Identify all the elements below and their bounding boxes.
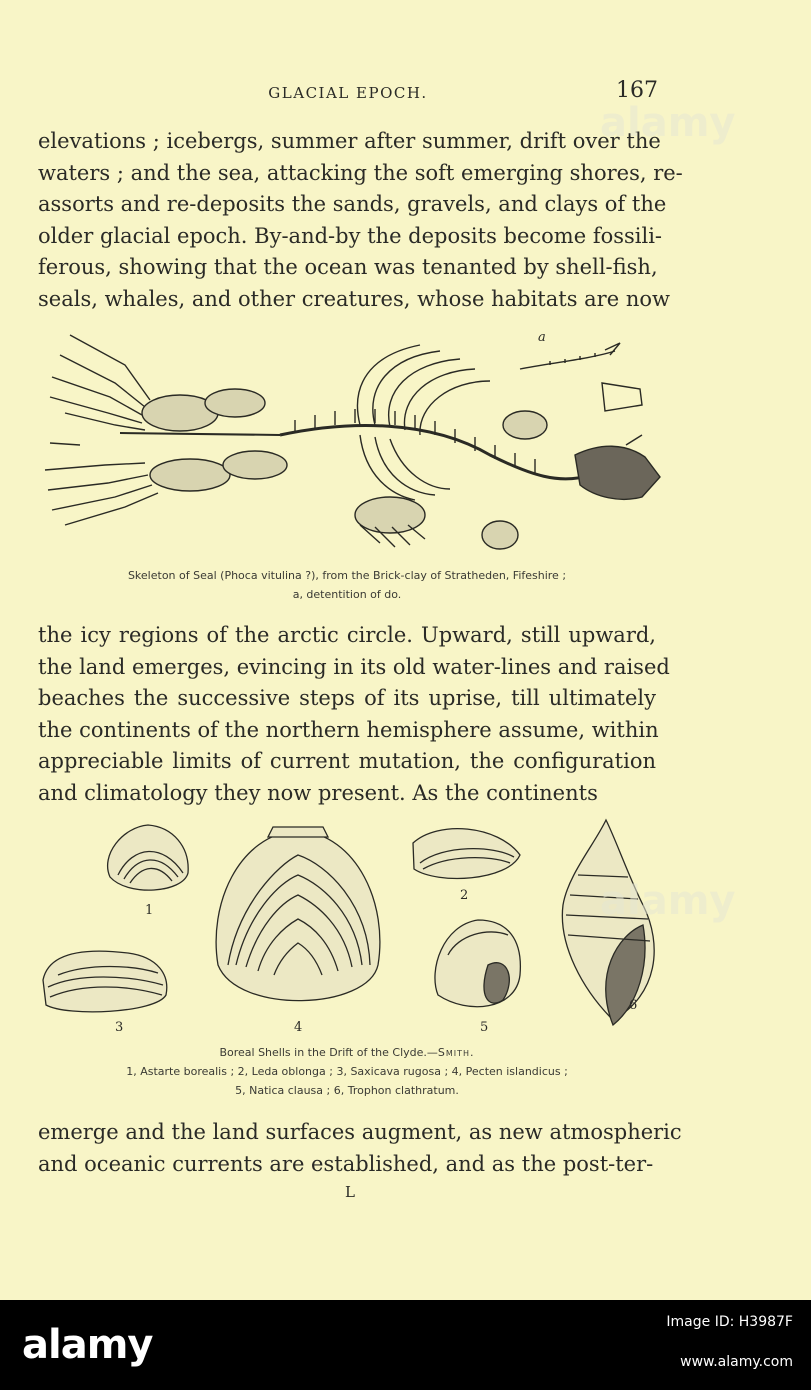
figure-number-2: 2 xyxy=(460,888,469,903)
figure-number-1: 1 xyxy=(145,903,154,918)
caption-line xyxy=(38,1043,656,1062)
seal-skeleton-illustration xyxy=(30,325,670,555)
watermark: alamy xyxy=(600,878,736,924)
page-header xyxy=(38,78,658,110)
running-head: GLACIAL EPOCH. xyxy=(268,84,428,102)
watermark: alamy xyxy=(600,100,736,146)
caption-line: 5, Natica clausa ; 6, Trophon clathratum. xyxy=(235,1084,459,1097)
page-number: 167 xyxy=(616,78,658,103)
leda-shell xyxy=(413,829,520,879)
text-line: assorts and re-deposits the sands, gravels, and clays of the xyxy=(38,192,667,216)
figure-2-caption xyxy=(38,1043,656,1100)
paragraph-3 xyxy=(38,1117,682,1180)
boreal-shells-illustration xyxy=(38,815,668,1030)
text-line: emerge and the land surfaces augment, as new atmospheric xyxy=(38,1120,682,1144)
text-line: the icy regions of the arctic circle. Upward, still upward, xyxy=(38,623,656,647)
text-line: appreciable limits of current mutation, the configuration xyxy=(38,749,656,773)
figure-1-caption xyxy=(38,566,656,604)
caption-line: a, detentition of do. xyxy=(292,588,402,601)
figure-number-6: 6 xyxy=(629,998,638,1013)
text-line: and oceanic currents are established, and as the post-ter- xyxy=(38,1151,654,1176)
image-id: Image ID: H3987F xyxy=(666,1314,793,1330)
caption-title: Boreal Shells in the Drift of the Clyde.— xyxy=(219,1046,438,1059)
text-line: ferous, showing that the ocean was tenanted by shell-fish, xyxy=(38,255,658,279)
pecten-shell xyxy=(216,827,380,1001)
signature-mark: L xyxy=(345,1183,355,1201)
caption-line: Skeleton of Seal (Phoca vitulina ?), from the Brick-clay of Stratheden, Fifeshire ; xyxy=(127,569,567,582)
paragraph-2 xyxy=(38,620,670,809)
text-line: elevations ; icebergs, summer after summer, drift over the xyxy=(38,129,661,153)
natica-shell xyxy=(435,920,520,1007)
banner-url: www.alamy.com xyxy=(680,1354,793,1370)
text-line: the land emerges, evincing in its old water-lines and raised xyxy=(38,654,670,679)
text-line: the continents of the northern hemisphere assume, within xyxy=(38,717,659,742)
figure-label-a: a xyxy=(538,330,546,345)
astarte-shell xyxy=(108,825,189,890)
figure-number-5: 5 xyxy=(480,1020,489,1035)
text-line: seals, whales, and other creatures, whose habitats are now xyxy=(38,286,670,311)
text-line: older glacial epoch. By-and-by the deposits become fossili- xyxy=(38,223,663,248)
figure-number-4: 4 xyxy=(294,1020,303,1035)
stock-banner xyxy=(0,1300,811,1390)
figure-number-3: 3 xyxy=(115,1020,124,1035)
paragraph-1 xyxy=(38,126,683,315)
alamy-logo: alamy xyxy=(22,1322,153,1368)
text-line: and climatology they now present. As the continents xyxy=(38,780,598,805)
saxicava-shell xyxy=(43,951,167,1012)
caption-line: 1, Astarte borealis ; 2, Leda oblonga ; 3, Saxicava rugosa ; 4, Pecten islandicus ; xyxy=(126,1065,568,1078)
text-line: waters ; and the sea, attacking the soft emerging shores, re- xyxy=(38,160,683,185)
text-line: beaches the successive steps of its uprise, till ultimately xyxy=(38,686,656,710)
caption-author: Smith. xyxy=(437,1046,475,1059)
